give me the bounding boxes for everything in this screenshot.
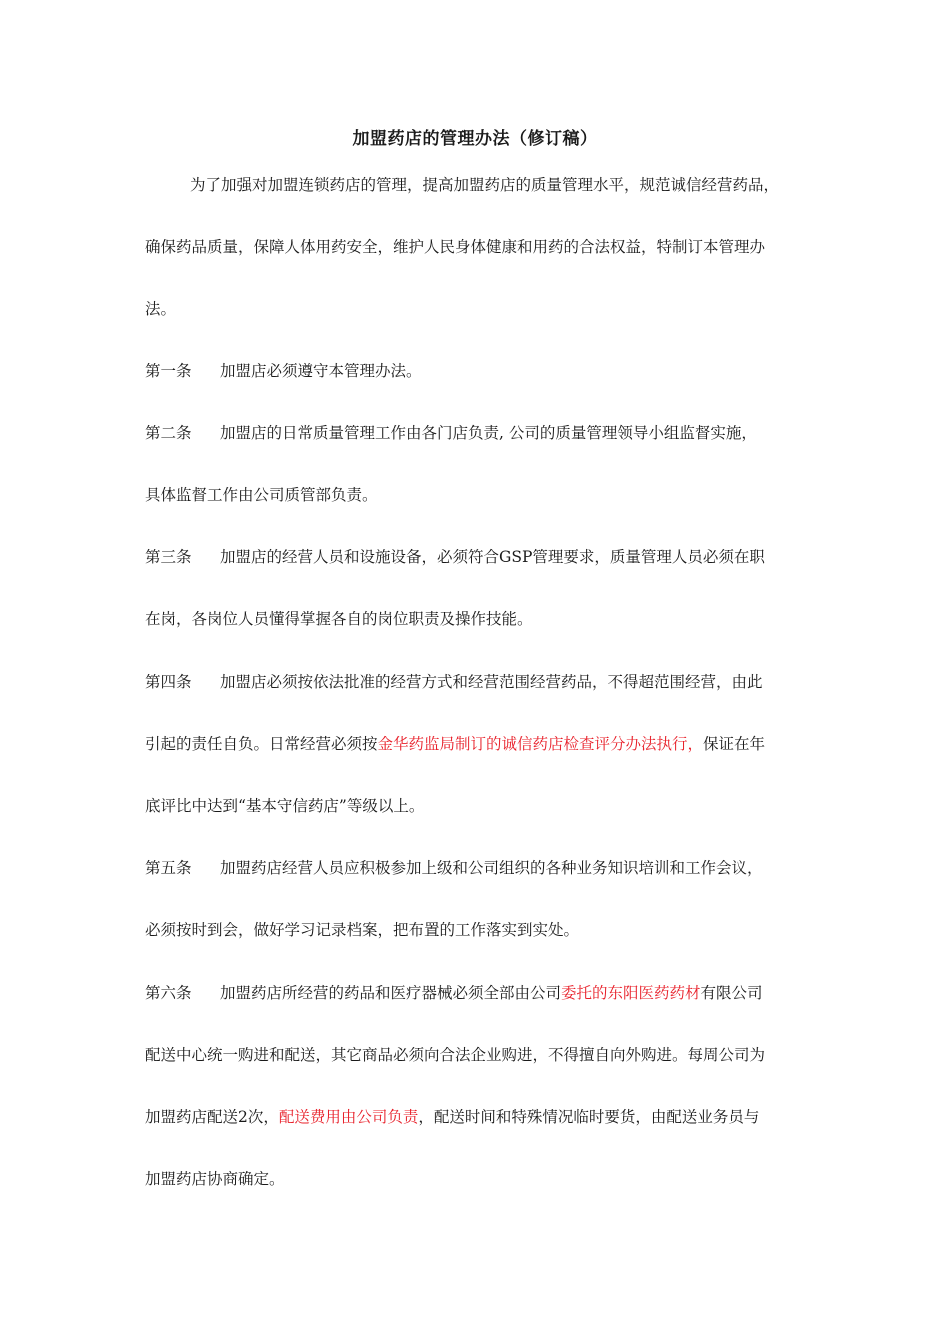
article-4-line-3: 底评比中达到“基本守信药店”等级以上。 (145, 797, 425, 815)
document-title: 加盟药店的管理办法（修订稿） (352, 129, 598, 149)
article-6-label: 第六条 (145, 984, 192, 1002)
preamble-line-3: 法。 (145, 300, 177, 318)
article-5 (145, 856, 810, 880)
article-3-line-2: 在岗，各岗位人员懂得掌握各自的岗位职责及操作技能。 (145, 610, 533, 628)
article-1 (145, 359, 810, 383)
preamble-line-2: 确保药品质量，保障人体用药安全，维护人民身体健康和用药的合法权益，特制订本管理办 (145, 238, 766, 256)
article-4-highlight: 金华药监局制订的诚信药店检查评分办法执行， (377, 735, 704, 753)
article-1-line-1: 加盟店必须遵守本管理办法。 (220, 362, 422, 380)
article-6-line-1-text: 加盟药店所经营的药品和医疗器械必须全部由公司 (220, 984, 562, 1002)
article-4-line-2 (145, 732, 810, 756)
article-6-line-2: 配送中心统一购进和配送，其它商品必须向合法企业购进，不得擅自向外购进。每周公司为 (145, 1046, 766, 1064)
article-2-line-2: 具体监督工作由公司质管部负责。 (145, 486, 378, 504)
article-5-line-1: 加盟药店经营人员应积极参加上级和公司组织的各种业务知识培训和工作会议， (220, 859, 763, 877)
article-6-line-3-tail: ，配送时间和特殊情况临时要货，由配送业务员与 (418, 1108, 760, 1126)
article-6-line-4: 加盟药店协商确定。 (145, 1170, 285, 1188)
article-4-line-1: 加盟店必须按依法批准的经营方式和经营范围经营药品，不得超范围经营，由此 (220, 673, 763, 691)
preamble-line-1: 为了加强对加盟连锁药店的管理，提高加盟药店的质量管理水平，规范诚信经营药品， (190, 176, 780, 194)
article-6-highlight-1: 委托的东阳医药药材 (561, 984, 701, 1002)
article-6 (145, 981, 810, 1005)
article-2-label: 第二条 (145, 424, 192, 442)
article-4-line-2-text: 引起的责任自负。日常经营必须按 (145, 735, 378, 753)
article-4-label: 第四条 (145, 673, 192, 691)
article-3-label: 第三条 (145, 548, 192, 566)
article-6-line-3-text: 加盟药店配送2次， (145, 1108, 279, 1126)
article-5-label: 第五条 (145, 859, 192, 877)
article-2-line-1: 加盟店的日常质量管理工作由各门店负责, 公司的质量管理领导小组监督实施， (220, 424, 757, 442)
article-6-line-1-tail: 有限公司 (700, 984, 763, 1002)
article-6-highlight-2: 配送费用由公司负责 (278, 1108, 419, 1126)
article-4 (145, 670, 810, 694)
article-2 (145, 421, 810, 445)
article-3 (145, 545, 810, 569)
article-3-line-1: 加盟店的经营人员和设施设备，必须符合GSP管理要求，质量管理人员必须在职 (220, 548, 765, 566)
article-5-line-2: 必须按时到会，做好学习记录档案，把布置的工作落实到实处。 (145, 921, 580, 939)
article-1-label: 第一条 (145, 362, 192, 380)
article-6-line-3 (145, 1105, 810, 1129)
article-4-line-2-tail: 保证在年 (703, 735, 766, 753)
